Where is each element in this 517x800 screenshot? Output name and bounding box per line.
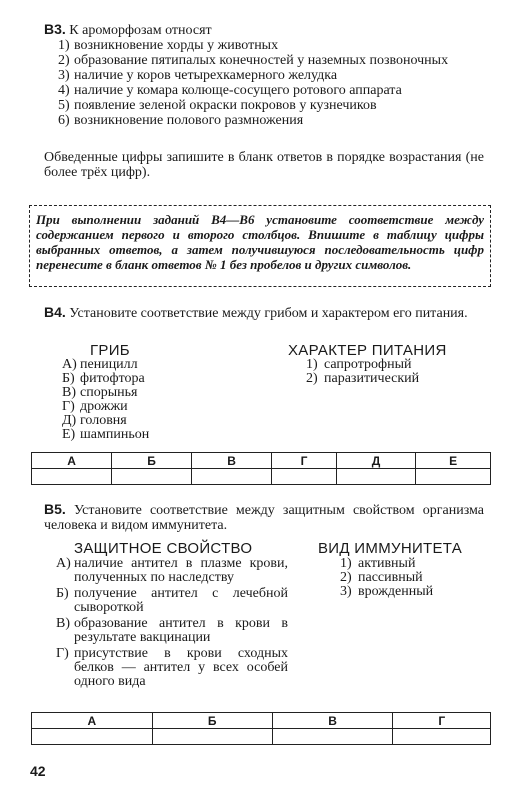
option-item: 3) наличие у коров четырехкамерного желудка	[58, 68, 338, 83]
answer-cell[interactable]	[416, 469, 491, 485]
question-text: К ароморфозам относят	[69, 23, 212, 38]
column-header-property: ЗАЩИТНОЕ СВОЙСТВО	[74, 540, 253, 557]
question-b3	[44, 22, 484, 128]
list-item: Б) фитофтора	[62, 371, 145, 386]
immunity-list	[340, 557, 480, 599]
answer-cell[interactable]	[32, 729, 153, 745]
table-header-row	[32, 453, 491, 469]
question-number: В3.	[44, 21, 66, 37]
table-answer-row	[32, 469, 491, 485]
question-text: Установите соответствие между грибом и характером его питания.	[69, 306, 468, 321]
page-number: 42	[30, 763, 46, 779]
column-header-nutrition: ХАРАКТЕР ПИТАНИЯ	[288, 342, 447, 359]
question-number: В5.	[44, 501, 66, 517]
table-cell: В	[191, 453, 271, 469]
question-b3-header	[44, 22, 484, 38]
list-item: В) спорынья	[62, 385, 138, 400]
table-cell: А	[32, 453, 112, 469]
column-header-fungus: ГРИБ	[90, 342, 130, 359]
table-cell: Г	[393, 713, 491, 729]
answer-cell[interactable]	[393, 729, 491, 745]
fungus-list	[62, 358, 212, 442]
option-item: 1) возникновение хорды у животных	[58, 38, 279, 53]
options-list	[58, 38, 484, 128]
list-item: Д) головня	[62, 413, 127, 428]
list-item: В) образование антител в крови в результате вакцинации	[56, 616, 288, 645]
instruction-text: При выполнении заданий В4—В6 установите соответствие между содержанием первого и второго столбцов. Впишите в таблицу цифры выбранных ответов, а затем получившуюся последовательность цифр перенесите в бланк ответов № 1 без пробелов и других символов.	[36, 212, 484, 272]
question-b5	[44, 502, 484, 533]
list-item: 1) сапротрофный	[306, 357, 412, 372]
list-item: 2) пассивный	[340, 570, 423, 585]
question-text: Установите соответствие между защитным свойством организма человека и видом иммунитета.	[44, 503, 485, 533]
table-cell: Б	[112, 453, 192, 469]
b3-instruction: Обведенные цифры запишите в бланк ответов в порядке возрастания (не более трёх цифр).	[44, 150, 484, 180]
answer-cell[interactable]	[152, 729, 272, 745]
answer-cell[interactable]	[191, 469, 271, 485]
table-cell: В	[272, 713, 393, 729]
list-item: 3) врожденный	[340, 584, 434, 599]
property-list	[56, 557, 288, 689]
option-item: 4) наличие у комара колюще-сосущего ротового аппарата	[58, 83, 402, 98]
list-item: А) пеницилл	[62, 357, 138, 372]
answer-cell[interactable]	[272, 729, 393, 745]
list-item: Г) дрожжи	[62, 399, 128, 414]
table-header-row	[32, 713, 491, 729]
answer-cell[interactable]	[112, 469, 192, 485]
list-item: 2) паразитический	[306, 371, 420, 386]
table-cell: Е	[416, 453, 491, 469]
nutrition-list	[306, 358, 476, 386]
table-cell: А	[32, 713, 153, 729]
list-item: А) наличие антител в плазме крови, полученных по наследству	[56, 556, 288, 585]
option-item: 2) образование пятипалых конечностей у наземных позвоночных	[58, 53, 449, 68]
table-cell: Д	[336, 453, 415, 469]
list-item: Г) присутствие в крови сходных белков — антител у всех особей одного вида	[56, 646, 288, 689]
answer-table-b4	[31, 452, 491, 485]
list-item: 1) активный	[340, 556, 416, 571]
answer-cell[interactable]	[272, 469, 337, 485]
table-answer-row	[32, 729, 491, 745]
answer-cell[interactable]	[336, 469, 415, 485]
answer-cell[interactable]	[32, 469, 112, 485]
list-item: Б) получение антител с лечебной сывороткой	[56, 586, 288, 615]
option-item: 5) появление зеленой окраски покровов у кузнечиков	[58, 98, 377, 113]
answer-table-b5	[31, 712, 491, 745]
instruction-box	[29, 205, 491, 287]
list-item: Е) шампиньон	[62, 427, 150, 442]
question-b4	[44, 305, 484, 321]
column-header-immunity: ВИД ИММУНИТЕТА	[318, 540, 463, 557]
table-cell: Г	[272, 453, 337, 469]
table-cell: Б	[152, 713, 272, 729]
option-item: 6) возникновение полового размножения	[58, 113, 304, 128]
question-number: В4.	[44, 304, 66, 320]
